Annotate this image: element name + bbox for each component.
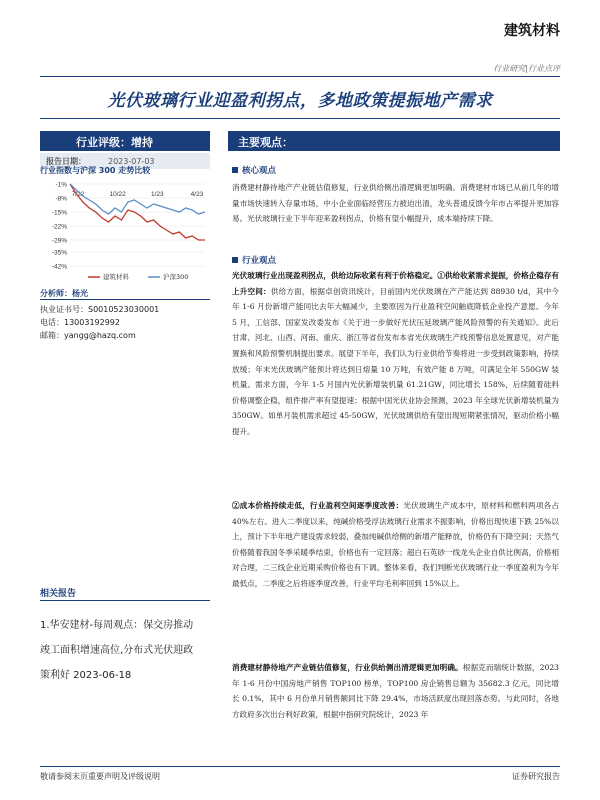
x-tick-label: 1/23 bbox=[151, 191, 164, 198]
y-tick-label: -1% bbox=[55, 181, 67, 189]
industry-paragraph-1 bbox=[232, 268, 559, 440]
analyst-name: 分析师：杨光 bbox=[40, 289, 88, 298]
industry-paragraph-2 bbox=[232, 498, 559, 592]
analyst-cert: 执业证书号：S0010523030001 bbox=[40, 305, 160, 314]
core-view-paragraph: 消费建材静待地产产业链估值修复，行业供给侧出清逻辑更加明确。消费建材市场已从前几年的增量市场快速转入存量市场，中小企业面临经营压力被迫出清，龙头普通反馈今年市占率提升更加容易。光伏玻璃行业下半年迎来盈利拐点，价格有望小幅提升，成本端持续下降。 bbox=[232, 183, 559, 224]
series-line bbox=[70, 184, 205, 214]
paragraph-lead: ②成本价格持续走低，行业盈利空间逐季度改善： bbox=[232, 501, 404, 510]
report-date-label: 报告日期： bbox=[46, 157, 86, 166]
analyst-email[interactable]: 邮箱：yangg@hazq.com bbox=[40, 331, 136, 340]
section-core-view bbox=[232, 164, 276, 176]
related-report-line: 竣工面积增速高位,分布式光伏迎政 bbox=[40, 645, 194, 656]
legend-label: 建筑材料 bbox=[103, 273, 129, 281]
footer-label: 证券研究报告 bbox=[512, 772, 560, 781]
title-divider bbox=[40, 118, 560, 119]
paragraph-body: 光伏玻璃生产成本中，原材料和燃料两项各占 40%左右。进入二季度以来，纯碱价格受浮法玻璃行业需求不振影响，价格出现快速下跌 25%以上，预计下半年地产建设需求较弱，叠加纯碱供给侧的新增产能释放，价格仍有下降空间；天然气价格随着我国冬季采暖季结束，价格也有一定回落；超白石英砂一线龙头企业自供比例高，价格相对合理，二三线企业近期采购价格也有下调。整体来看，我们判断光伏玻璃行业一季度盈利为今年最低点，二季度之后将逐季度改善，行业平均毛利率回到 15%以上。 bbox=[232, 501, 559, 588]
header-divider bbox=[40, 76, 560, 77]
x-tick-label: 7/22 bbox=[71, 191, 85, 198]
y-tick-label: -22% bbox=[51, 223, 67, 231]
y-tick-label: -35% bbox=[51, 249, 67, 257]
index-comparison-chart bbox=[40, 178, 210, 288]
legend-label: 沪深300 bbox=[163, 273, 189, 281]
x-tick-label: 10/22 bbox=[109, 191, 126, 198]
key-points-header: 主要观点： bbox=[228, 131, 560, 151]
square-bullet-icon bbox=[232, 257, 238, 263]
paragraph-body: 根据克而瑞统计数据，2023 年 1-6 月份中国房地产销售 TOP100 榜单，TOP100 房企销售总额为 35682.3 亿元，同比增长 0.1%，其中 6 月份单月销售额同比下降 29.4%，市场活跃度出现回落态势。与此同时，各地方政府多次出台利好政策，根据中指研究院统计，2023 年 bbox=[232, 663, 559, 719]
footer-divider bbox=[40, 766, 560, 767]
chart-title: 行业指数与沪深 300 走势比较 bbox=[40, 166, 151, 175]
report-title: 光伏玻璃行业迎盈利拐点，多地政策提振地产需求 bbox=[107, 91, 493, 111]
chart-svg bbox=[40, 178, 210, 288]
analyst-divider bbox=[40, 299, 210, 300]
y-tick-label: -29% bbox=[51, 237, 67, 245]
y-tick-label: -42% bbox=[51, 263, 67, 271]
report-category: 建筑材料 bbox=[504, 23, 560, 39]
square-bullet-icon bbox=[232, 167, 238, 173]
section-title: 行业观点 bbox=[242, 256, 277, 266]
paragraph-lead: 消费建材静待地产产业链估值修复，行业供给侧出清逻辑更加明确。 bbox=[232, 663, 463, 672]
related-reports-title: 相关报告 bbox=[40, 589, 77, 599]
section-title: 核心观点 bbox=[242, 166, 277, 176]
section-industry-view bbox=[232, 254, 276, 266]
analyst-phone: 电话：13003192992 bbox=[40, 318, 120, 327]
x-tick-label: 4/23 bbox=[190, 191, 204, 198]
analyst-info bbox=[40, 303, 159, 342]
industry-paragraph-3 bbox=[232, 660, 559, 722]
related-divider bbox=[40, 600, 210, 601]
y-tick-label: -8% bbox=[55, 195, 67, 203]
related-report-line: 策利好 2023-06-18 bbox=[40, 670, 132, 681]
report-date-value: 2023-07-03 bbox=[108, 157, 155, 166]
industry-rating: 行业评级：增持 bbox=[40, 131, 210, 151]
related-report-link[interactable] bbox=[40, 613, 215, 688]
footer-disclaimer[interactable]: 敬请参阅末页重要声明及评级说明 bbox=[40, 772, 160, 781]
paragraph-lead: 光伏玻璃行业出现盈利拐点，供给边际收紧有利于价格稳定。①供给收紧需求提振，价格企稳存有上升空间： bbox=[232, 271, 559, 296]
related-report-line: 1.华安建材-每周观点：保交房推动 bbox=[40, 620, 194, 631]
report-subline: 行业研究|行业点评 bbox=[493, 64, 560, 73]
paragraph-body: 供给方面，根据卓创资讯统计，目前国内光伏玻璃在产产能达到 88930 t/d，其中今年 1-6 月份新增产能同比去年大幅减少，主要原因为行业盈利空间触底降低企业投产意愿。今年 5 月，工信部、国家发改委发布《关于进一步做好光伏压延玻璃产能风险预警的有关通知》。此后甘肃、河北、山西、河南、重庆、浙江等省份发布本省光伏玻璃生产线预警信息处置意见，对产能置换和风险预警机制提出要求。展望下半年，我们认为行业供给节奏将进一步受到政策影响，持续放缓；年末光伏玻璃产能预计将达到日熔量 10 万吨，有效产能 8 万吨，可满足全年 550GW 装机量。需求方面，今年 1-5 月国内光伏新增装机量 61.21GW，同比增长 158%，后续随着硅料价格调整企稳，组件排产率有望提速；根据中国光伏业协会预测，2023 年全球光伏新增装机量为 350GW。如单月装机需求超过 45-50GW，光伏玻璃供给有望出现短期紧张情况，驱动价格小幅提升。 bbox=[232, 286, 559, 436]
y-tick-label: -15% bbox=[51, 209, 67, 217]
